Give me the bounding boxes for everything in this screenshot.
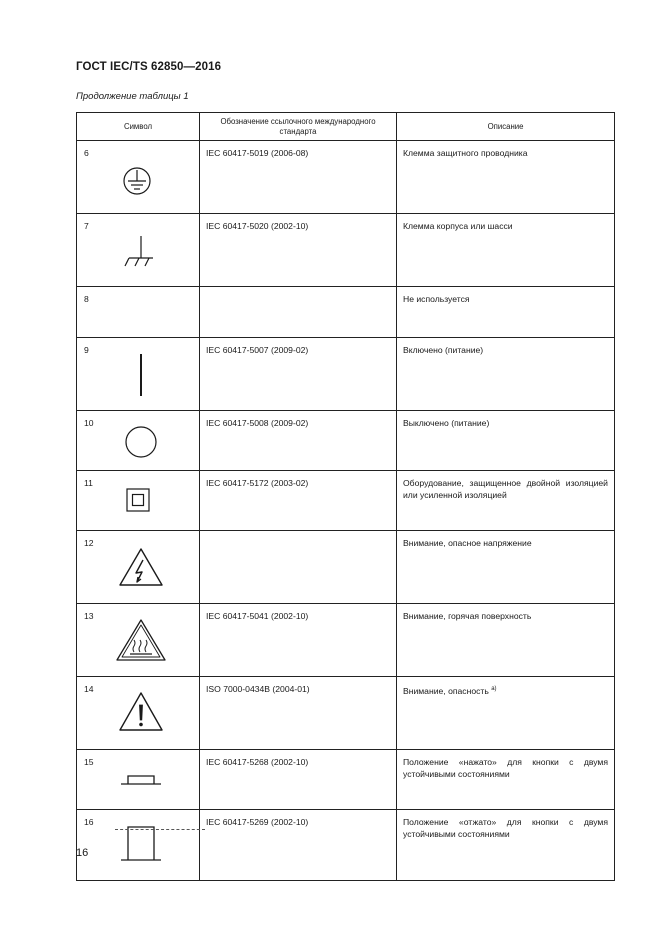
protective-earth-icon xyxy=(77,141,200,206)
symbol-cell xyxy=(77,338,200,411)
table-header-row xyxy=(77,113,615,141)
symbol-cell xyxy=(77,604,200,677)
description-cell: Выключено (питание) xyxy=(397,411,615,471)
row-number: 16 xyxy=(84,817,94,827)
power-on-icon xyxy=(77,338,200,403)
table-caption: Продолжение таблицы 1 xyxy=(76,91,189,102)
table-row xyxy=(77,471,615,531)
table-continuation-mark xyxy=(115,829,205,830)
table-row xyxy=(77,411,615,471)
standard-cell: IEC 60417-5041 (2002-10) xyxy=(200,604,397,677)
standard-cell: IEC 60417-5269 (2002-10) xyxy=(200,810,397,881)
table-row xyxy=(77,141,615,214)
row-number: 11 xyxy=(84,478,93,488)
row-number: 9 xyxy=(84,345,89,355)
symbol-cell xyxy=(77,531,200,604)
symbol-cell xyxy=(77,287,200,338)
symbol-cell xyxy=(77,411,200,471)
description-cell: Клемма корпуса или шасси xyxy=(397,214,615,287)
description-cell: Не используется xyxy=(397,287,615,338)
description-cell: Внимание, опасное напряжение xyxy=(397,531,615,604)
page-number: 16 xyxy=(76,847,89,859)
standard-cell: IEC 60417-5019 (2006-08) xyxy=(200,141,397,214)
table-row xyxy=(77,531,615,604)
description-cell: Внимание, горячая поверхность xyxy=(397,604,615,677)
column-header-standard: Обозначение ссылочного международного стандарта xyxy=(200,113,397,141)
symbol-cell xyxy=(77,677,200,750)
standard-cell: IEC 60417-5020 (2002-10) xyxy=(200,214,397,287)
standard-cell: IEC 60417-5172 (2003-02) xyxy=(200,471,397,531)
power-off-icon xyxy=(77,411,200,463)
table-row xyxy=(77,810,615,881)
standard-cell: IEC 60417-5268 (2002-10) xyxy=(200,750,397,810)
double-insulation-icon xyxy=(77,471,200,523)
footnote-marker: а) xyxy=(491,686,497,692)
table-row xyxy=(77,214,615,287)
symbols-table xyxy=(76,112,615,881)
standard-cell xyxy=(200,287,397,338)
description-cell: Клемма защитного проводника xyxy=(397,141,615,214)
description-cell xyxy=(397,677,615,750)
standard-cell xyxy=(200,531,397,604)
standard-cell: IEC 60417-5008 (2009-02) xyxy=(200,411,397,471)
hot-surface-warning-icon xyxy=(77,604,200,669)
description-cell: Оборудование, защищенное двойной изоляцией или усиленной изоляцией xyxy=(397,471,615,531)
description-text: Внимание, опасность xyxy=(403,686,489,696)
table-row xyxy=(77,750,615,810)
table-row xyxy=(77,604,615,677)
frame-chassis-icon xyxy=(77,214,200,279)
symbol-cell xyxy=(77,750,200,810)
description-cell: Положение «отжато» для кнопки с двумя устойчивыми состояниями xyxy=(397,810,615,881)
table-row xyxy=(77,677,615,750)
column-header-symbol: Символ xyxy=(77,113,200,141)
symbol-cell xyxy=(77,141,200,214)
row-number: 15 xyxy=(84,757,94,767)
symbol-cell xyxy=(77,810,200,881)
symbol-cell xyxy=(77,214,200,287)
button-released-icon xyxy=(77,810,200,873)
standard-cell: ISO 7000-0434B (2004-01) xyxy=(200,677,397,750)
row-number: 7 xyxy=(84,221,89,231)
document-header: ГОСТ IEC/TS 62850—2016 xyxy=(76,61,222,73)
row-number: 12 xyxy=(84,538,94,548)
description-cell: Включено (питание) xyxy=(397,338,615,411)
high-voltage-warning-icon xyxy=(77,531,200,596)
column-header-description: Описание xyxy=(397,113,615,141)
row-number: 14 xyxy=(84,684,94,694)
button-pressed-icon xyxy=(77,750,200,802)
row-number: 8 xyxy=(84,294,89,304)
standard-cell: IEC 60417-5007 (2009-02) xyxy=(200,338,397,411)
row-number: 6 xyxy=(84,148,89,158)
general-warning-icon xyxy=(77,677,200,742)
symbol-cell xyxy=(77,471,200,531)
table-row xyxy=(77,287,615,338)
description-cell: Положение «нажато» для кнопки с двумя устойчивыми состояниями xyxy=(397,750,615,810)
table-row xyxy=(77,338,615,411)
row-number: 13 xyxy=(84,611,94,621)
row-number: 10 xyxy=(84,418,94,428)
